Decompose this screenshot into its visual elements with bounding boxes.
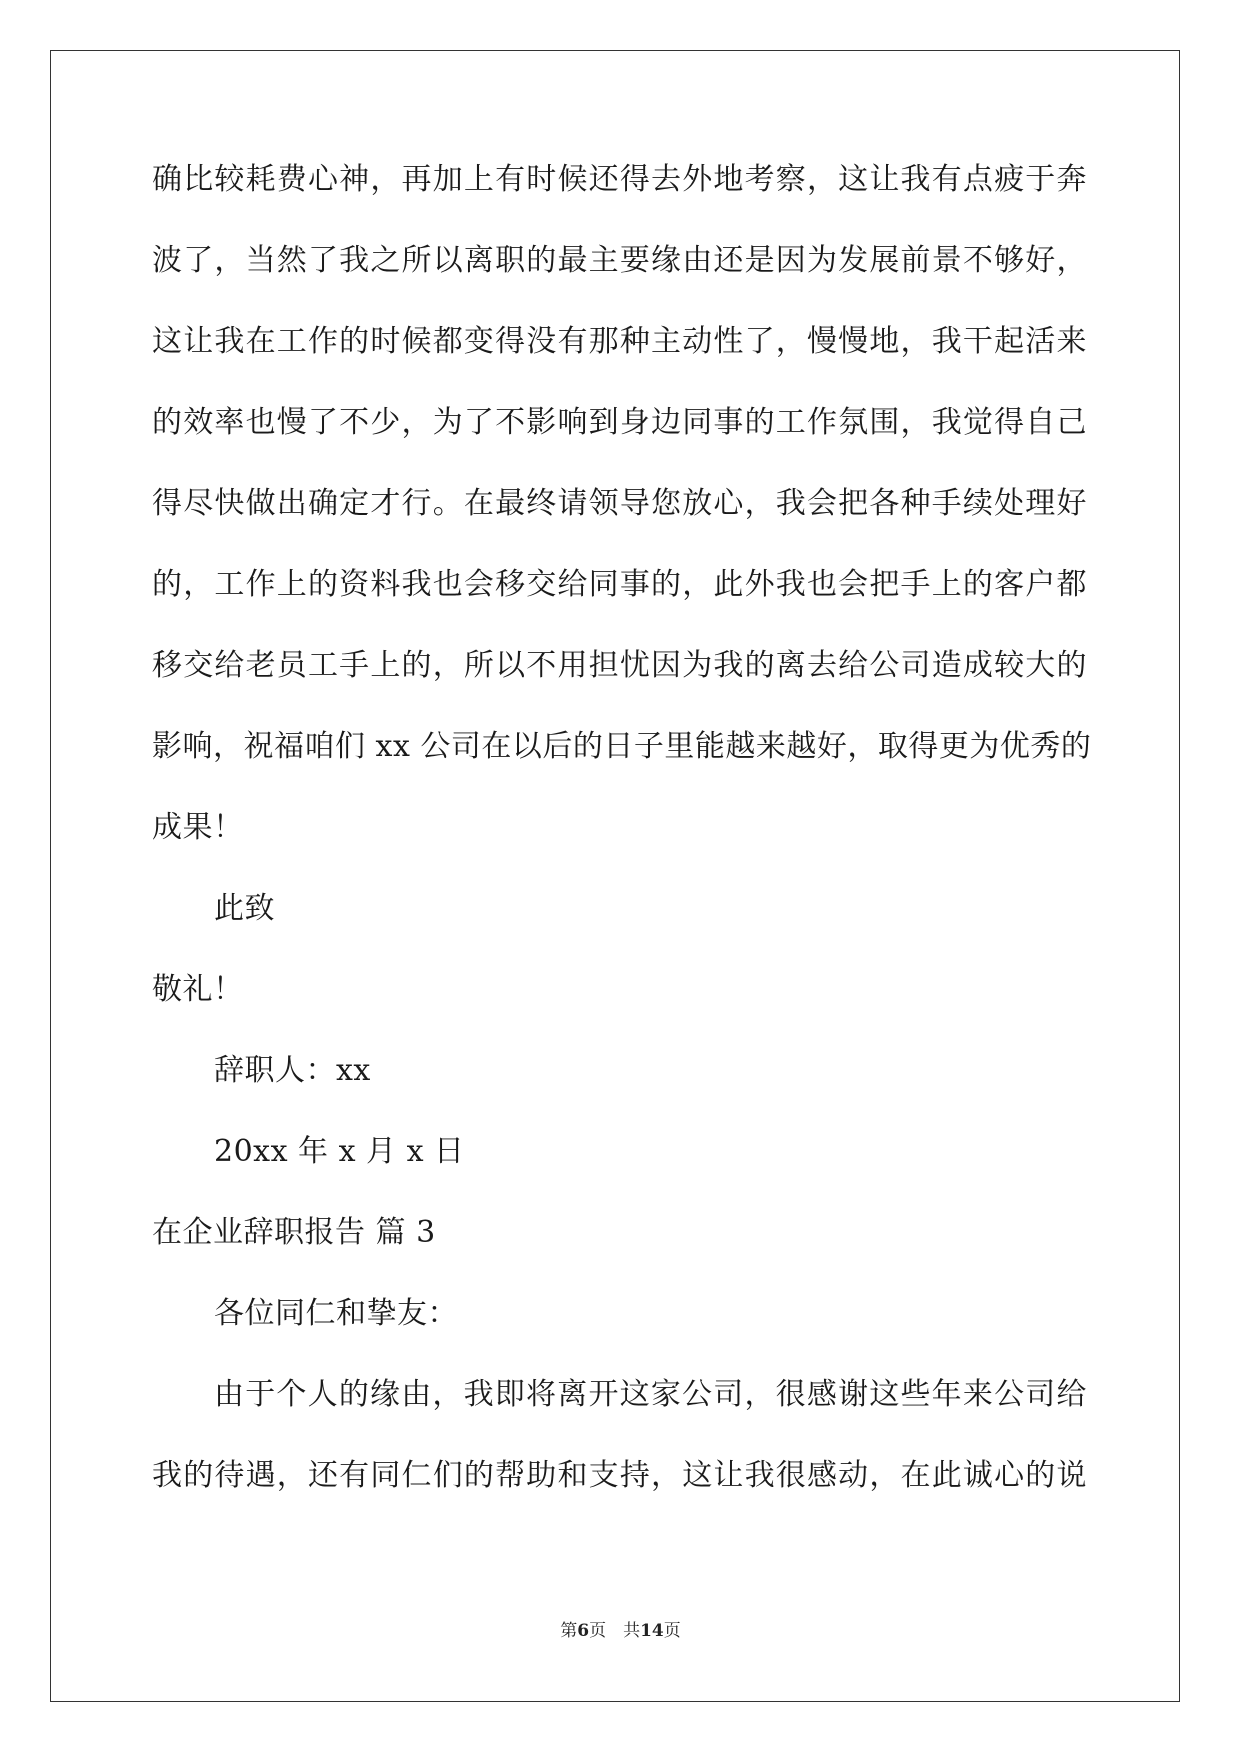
footer-total-pages: 14 [640,1621,664,1641]
body-line-8: 影响，祝福咱们 xx 公司在以后的日子里能越来越好，取得更为优秀的 [152,729,1092,764]
body-line-5: 得尽快做出确定才行。在最终请领导您放心，我会把各种手续处理好 [152,486,1087,521]
body-line-3: 这让我在工作的时候都变得没有那种主动性了，慢慢地，我干起活来 [152,324,1087,359]
section-title: 在企业辞职报告 篇 3 [152,1215,436,1250]
date: 20xx 年 x 月 x 日 [214,1134,465,1169]
section-line-2: 我的待遇，还有同仁们的帮助和支持，这让我很感动，在此诚心的说 [152,1458,1087,1493]
body-line-9: 成果！ [152,810,244,845]
body-line-6: 的，工作上的资料我也会移交给同事的，此外我也会把手上的客户都 [152,567,1087,602]
footer-prefix: 第 [560,1621,578,1641]
closing-greeting: 此致 [214,891,275,926]
signer: 辞职人：xx [214,1053,371,1088]
closing-salute: 敬礼！ [152,972,244,1007]
page-footer [0,1616,1241,1641]
page-border [50,50,1180,1702]
section-line-1: 由于个人的缘由，我即将离开这家公司，很感谢这些年来公司给 [214,1377,1087,1412]
body-line-4: 的效率也慢了不少，为了不影响到身边同事的工作氛围，我觉得自己 [152,405,1087,440]
footer-suffix: 页 [663,1621,681,1641]
body-line-7: 移交给老员工手上的，所以不用担忧因为我的离去给公司造成较大的 [152,648,1087,683]
footer-page-number: 6 [577,1621,590,1641]
body-line-1: 确比较耗费心神，再加上有时候还得去外地考察，这让我有点疲于奔 [152,162,1087,197]
section-salutation: 各位同仁和挚友： [214,1296,458,1331]
body-line-2: 波了，当然了我之所以离职的最主要缘由还是因为发展前景不够好， [152,243,1087,278]
footer-mid: 页 共 [589,1621,641,1641]
